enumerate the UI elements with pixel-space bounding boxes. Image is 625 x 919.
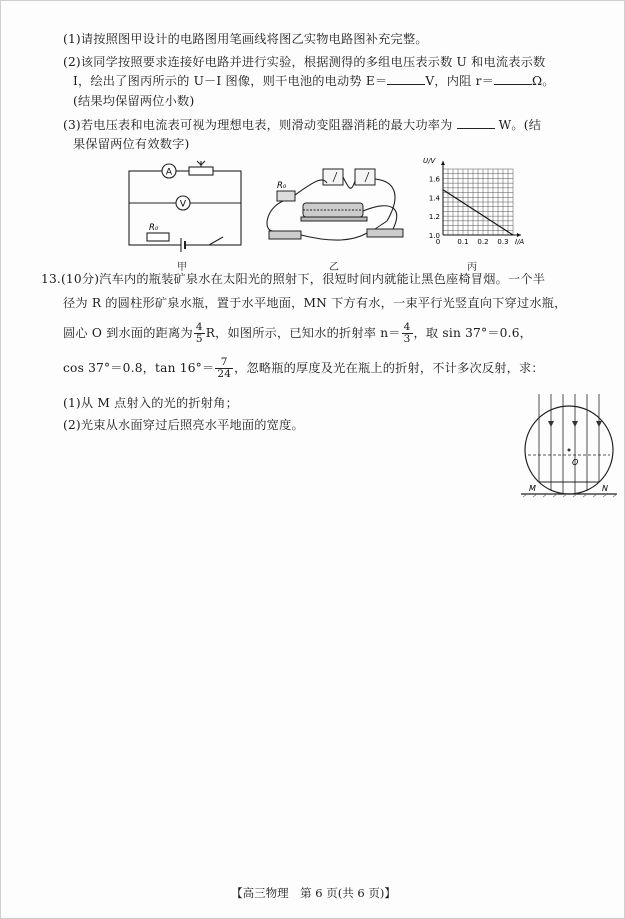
figure-bing-ui-graph [419,155,531,255]
x-tick-label: 0.2 [477,238,489,246]
q13-line4-text-b: ，忽略瓶的厚度及光在瓶上的折射，不计多次反射，求： [234,361,544,375]
q12-part2-text-c: Ω。 [532,74,555,88]
q13-part2: (2)光束从水面穿过后照亮水平地面的宽度。 [63,418,304,432]
figure-jia-label: 甲 [177,262,187,273]
q12-part3-line1 [63,117,541,133]
answer-blank-resistance [494,73,532,85]
q12-part2-line2 [73,73,555,89]
fraction-n-num: 4 [403,321,411,333]
resistor-label-jia: R₀ [149,223,159,233]
q12-part3-line2: 果保留两位有效数字) [73,137,190,151]
x-tick-label: 0 [435,238,441,246]
q13-line3-text-b: R，如图所示，已知水的折射率 n＝ [205,326,401,340]
y-axis-arrow [441,161,445,165]
y-tick-label: 1.4 [428,194,440,203]
figure-yi-apparatus [263,159,413,251]
y-tick-label: 1.2 [428,213,440,222]
voltmeter-label: V [179,199,187,210]
figure-bing-label: 丙 [467,262,477,273]
fraction-tan16-den: 24 [217,368,232,380]
fraction-tan16 [215,357,233,380]
q12-part2-line1: (2)该同学按照要求连接好电路并进行实验，根据测得的多组电压表示数 U 和电流表示数 [63,55,546,69]
y-axis-label: U/V [423,157,436,165]
x-axis-label: I/A [515,238,525,246]
q12-part2-line3: (结果均保留两位小数) [73,94,195,108]
q13-line1: 13.(10分)汽车内的瓶装矿泉水在太阳光的照射下，很短时间内就能让黑色座椅冒烟。一个半 [41,272,546,286]
q12-part1: (1)请按照图甲设计的电路图用笔画线将图乙实物电路图补充完整。 [63,32,428,46]
q12-part3-text-a: (3)若电压表和电流表可视为理想电表，则滑动变阻器消耗的最大功率为 [63,118,453,132]
q13-line4-text-a: cos 37°＝0.8，tan 16°＝ [63,361,215,375]
y-tick-label: 1.0 [428,232,440,240]
q13-line2: 径为 R 的圆柱形矿泉水瓶，置于水平地面，MN 下方有水，一束平行光竖直向下穿过水瓶， [63,296,567,310]
fraction-distance [194,322,205,345]
q13-line3-text-c: ，取 sin 37°＝0.6， [413,326,533,340]
figure-yi-label: 乙 [329,262,339,273]
resistor-label-yi: R₀ [277,181,287,191]
q12-part2-text-a: I，绘出了图丙所示的 U－I 图像，则干电池的电动势 E＝ [73,74,388,88]
x-tick-label: 0.3 [497,238,509,246]
q12-part2-text-b: V，内阻 r＝ [425,74,494,88]
point-m-label: M [529,484,536,493]
q13-part1: (1)从 M 点射入的光的折射角； [63,396,238,410]
q13-line3-text-a: 圆心 O 到水面的距离为 [63,326,193,340]
center-o-label: O [572,458,579,467]
answer-blank-power [457,117,495,129]
answer-blank-emf [387,73,425,85]
ammeter-label: A [165,167,173,178]
point-n-label: N [602,484,608,493]
fraction-refractive-index [402,322,413,345]
x-axis-arrow [517,233,521,237]
page-footer: 【高三物理 第 6 页(共 6 页)】 [231,886,396,900]
fraction-distance-num: 4 [195,321,203,333]
figure-q13-bottle [519,393,619,505]
q13-line4 [63,356,544,380]
fraction-tan16-num: 7 [215,357,233,369]
y-tick-label: 1.6 [428,175,440,184]
x-tick-label: 0.1 [457,238,469,246]
fraction-distance-den: 5 [195,333,203,345]
q12-part3-text-b: W。(结 [498,118,542,132]
q13-line3 [63,321,532,345]
fraction-n-den: 3 [403,333,411,345]
figure-jia-circuit [123,159,251,255]
